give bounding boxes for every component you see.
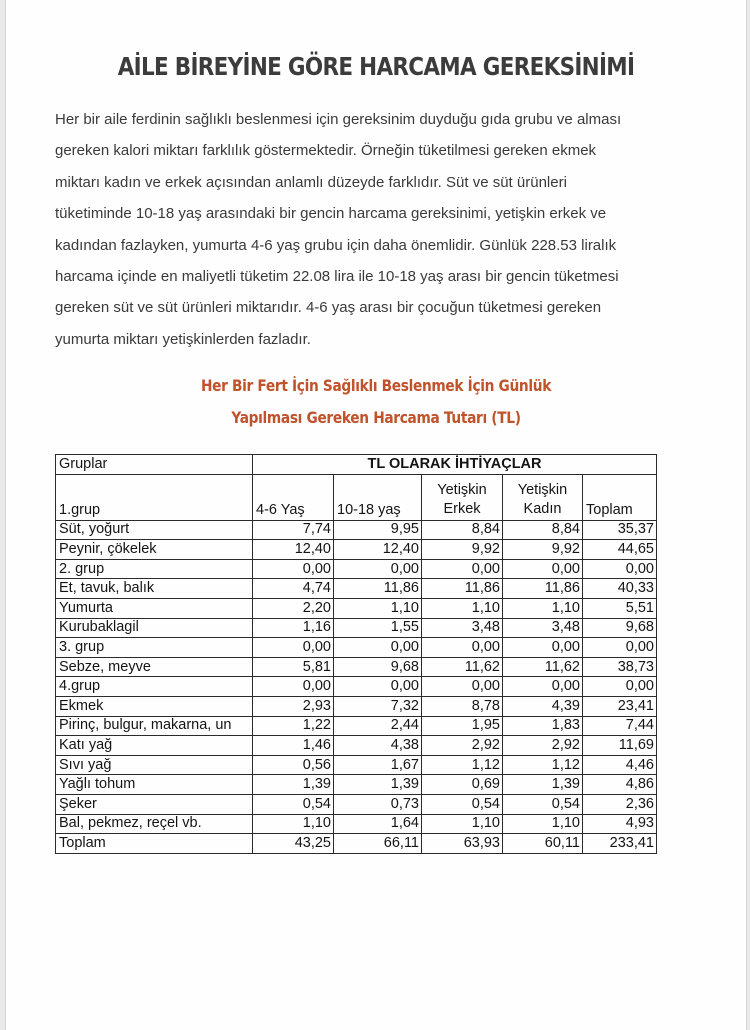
cell-value: 60,11: [503, 834, 583, 854]
table-row: [56, 736, 657, 756]
cell-value: 40,33: [583, 579, 657, 599]
cell-value: 11,86: [503, 579, 583, 599]
cell-value: 9,92: [503, 540, 583, 560]
cell-value: 0,00: [583, 677, 657, 697]
cell-value: 0,54: [422, 794, 503, 814]
table-title-line-1: Her Bir Fert İçin Sağlıklı Beslenmek İçin Günlük: [200, 376, 552, 395]
column-header-label: 10-18 yaş: [337, 501, 401, 518]
table-row: [56, 696, 657, 716]
table-title: [1, 370, 750, 434]
cell-value: 1,10: [253, 814, 334, 834]
intro-line: miktarı kadın ve erkek açısından anlamlı düzeyde farklıdır. Süt ve süt ürünleri: [55, 173, 567, 191]
cell-value: 11,69: [583, 736, 657, 756]
cell-value: 0,00: [334, 559, 422, 579]
intro-line: tüketiminde 10-18 yaş arasındaki bir gencin harcama gereksinimi, yetişkin erkek ve: [55, 205, 607, 223]
cell-value: 0,56: [253, 755, 334, 775]
cell-value: 9,92: [422, 540, 503, 560]
cell-value: 2,92: [503, 736, 583, 756]
cell-value: 0,00: [422, 559, 503, 579]
table-title-line-2: Yapılması Gereken Harcama Tutarı (TL): [231, 408, 521, 427]
row-label: Bal, pekmez, reçel vb.: [56, 814, 253, 834]
cell-value: 0,73: [334, 794, 422, 814]
column-header-10-18: [334, 474, 422, 520]
cell-value: 8,84: [503, 520, 583, 540]
row-label: Kurubaklagil: [56, 618, 253, 638]
cell-value: 2,44: [334, 716, 422, 736]
table-row: [56, 598, 657, 618]
column-header-adult-female: [503, 474, 583, 520]
cell-value: 3,48: [422, 618, 503, 638]
row-label: Peynir, çökelek: [56, 540, 253, 560]
cell-value: 1,95: [422, 716, 503, 736]
cell-value: 0,69: [422, 775, 503, 795]
row-label: Katı yağ: [56, 736, 253, 756]
row-label: 2. grup: [56, 559, 253, 579]
intro-line: kadından fazlayken, yumurta 4-6 yaş grubu için daha önemlidir. Günlük 228.53 liralık: [55, 236, 617, 254]
cell-value: 1,10: [422, 814, 503, 834]
intro-line: harcama içinde en maliyetli tüketim 22.08 lira ile 10-18 yaş arası bir gencin tüketmesi: [55, 268, 619, 286]
cell-value: 4,38: [334, 736, 422, 756]
row-label: Yumurta: [56, 598, 253, 618]
cell-value: 7,44: [583, 716, 657, 736]
cell-value: 0,00: [334, 638, 422, 658]
intro-paragraph: [55, 104, 725, 355]
cell-value: 0,00: [503, 559, 583, 579]
cell-value: 0,00: [503, 638, 583, 658]
groups-header: Gruplar: [56, 455, 253, 475]
cell-value: 63,93: [422, 834, 503, 854]
cell-value: 0,00: [253, 559, 334, 579]
cell-value: 1,46: [253, 736, 334, 756]
column-header-line-2: Erkek: [443, 500, 481, 517]
cell-value: 3,48: [503, 618, 583, 638]
table-row: [56, 794, 657, 814]
cell-value: 0,00: [503, 677, 583, 697]
cell-value: 0,00: [583, 559, 657, 579]
table-row: [56, 520, 657, 540]
column-header-total: [583, 474, 657, 520]
header-row-2: [56, 474, 657, 520]
cell-value: 2,36: [583, 794, 657, 814]
row-label: 3. grup: [56, 638, 253, 658]
cell-value: 2,92: [422, 736, 503, 756]
table-row: [56, 559, 657, 579]
row-label: Şeker: [56, 794, 253, 814]
row-label: 4.grup: [56, 677, 253, 697]
cell-value: 7,32: [334, 696, 422, 716]
cell-value: 7,74: [253, 520, 334, 540]
cell-value: 0,00: [253, 677, 334, 697]
cell-value: 4,74: [253, 579, 334, 599]
column-header-line-1: Yetişkin: [517, 481, 568, 498]
cell-value: 8,78: [422, 696, 503, 716]
main-header: TL OLARAK İHTİYAÇLAR: [253, 455, 657, 475]
row-label: Sıvı yağ: [56, 755, 253, 775]
cell-value: 1,16: [253, 618, 334, 638]
cell-value: 1,39: [253, 775, 334, 795]
cell-value: 9,68: [583, 618, 657, 638]
table-row: [56, 755, 657, 775]
first-group-label: 1.grup: [56, 474, 253, 520]
row-label: Et, tavuk, balık: [56, 579, 253, 599]
row-label: Yağlı tohum: [56, 775, 253, 795]
table-row: [56, 716, 657, 736]
cell-value: 66,11: [334, 834, 422, 854]
cell-value: 1,22: [253, 716, 334, 736]
cell-value: 1,10: [503, 598, 583, 618]
page-title: AİLE BİREYİNE GÖRE HARCAMA GEREKSİNİMİ: [117, 52, 635, 81]
table-row: [56, 775, 657, 795]
cell-value: 0,00: [583, 638, 657, 658]
row-label: Süt, yoğurt: [56, 520, 253, 540]
cell-value: 1,39: [503, 775, 583, 795]
cell-value: 2,20: [253, 598, 334, 618]
row-label: Toplam: [56, 834, 253, 854]
column-header-line-2: Kadın: [523, 500, 562, 517]
table-row: [56, 579, 657, 599]
cell-value: 0,00: [334, 677, 422, 697]
cell-value: 44,65: [583, 540, 657, 560]
cell-value: 23,41: [583, 696, 657, 716]
table-row: [56, 638, 657, 658]
table-row: [56, 814, 657, 834]
cell-value: 8,84: [422, 520, 503, 540]
cell-value: 2,93: [253, 696, 334, 716]
intro-line: gereken süt ve süt ürünleri miktarıdır. 4-6 yaş arası bir çocuğun tüketmesi gereken: [55, 299, 602, 317]
table-row: [56, 677, 657, 697]
cell-value: 0,54: [253, 794, 334, 814]
cell-value: 1,67: [334, 755, 422, 775]
cell-value: 12,40: [334, 540, 422, 560]
cell-value: 35,37: [583, 520, 657, 540]
cell-value: 1,10: [503, 814, 583, 834]
cell-value: 0,00: [253, 638, 334, 658]
cell-value: 5,81: [253, 657, 334, 677]
column-header-label: 4-6 Yaş: [256, 501, 305, 518]
cell-value: 0,54: [503, 794, 583, 814]
column-header-adult-male: [422, 474, 503, 520]
column-header-4-6: [253, 474, 334, 520]
cell-value: 0,00: [422, 638, 503, 658]
table-row: [56, 657, 657, 677]
cell-value: 0,00: [422, 677, 503, 697]
cell-value: 4,86: [583, 775, 657, 795]
header-row-1: [56, 455, 657, 475]
row-label: Pirinç, bulgur, makarna, un: [56, 716, 253, 736]
cell-value: 43,25: [253, 834, 334, 854]
cell-value: 1,12: [503, 755, 583, 775]
cell-value: 4,39: [503, 696, 583, 716]
cell-value: 1,10: [334, 598, 422, 618]
cell-value: 5,51: [583, 598, 657, 618]
cell-value: 1,83: [503, 716, 583, 736]
cell-value: 4,93: [583, 814, 657, 834]
row-label: Sebze, meyve: [56, 657, 253, 677]
column-header-label: Toplam: [586, 501, 633, 518]
cell-value: 11,62: [503, 657, 583, 677]
intro-line: Her bir aile ferdinin sağlıklı beslenmesi için gereksinim duyduğu gıda grubu ve alması: [55, 111, 622, 128]
cell-value: 1,12: [422, 755, 503, 775]
cell-value: 11,86: [422, 579, 503, 599]
expense-table: [55, 454, 657, 854]
cell-value: 4,46: [583, 755, 657, 775]
cell-value: 9,95: [334, 520, 422, 540]
cell-value: 233,41: [583, 834, 657, 854]
cell-value: 9,68: [334, 657, 422, 677]
cell-value: 1,64: [334, 814, 422, 834]
column-header-line-1: Yetişkin: [437, 481, 487, 498]
table-row: [56, 834, 657, 854]
cell-value: 1,39: [334, 775, 422, 795]
cell-value: 38,73: [583, 657, 657, 677]
cell-value: 1,10: [422, 598, 503, 618]
cell-value: 11,86: [334, 579, 422, 599]
table-row: [56, 540, 657, 560]
intro-line: gereken kalori miktarı farklılık göstermektedir. Örneğin tüketilmesi gereken ekmek: [55, 142, 597, 160]
row-label: Ekmek: [56, 696, 253, 716]
cell-value: 12,40: [253, 540, 334, 560]
intro-line: yumurta miktarı yetişkinlerden fazladır.: [55, 330, 311, 348]
table-row: [56, 618, 657, 638]
cell-value: 1,55: [334, 618, 422, 638]
cell-value: 11,62: [422, 657, 503, 677]
